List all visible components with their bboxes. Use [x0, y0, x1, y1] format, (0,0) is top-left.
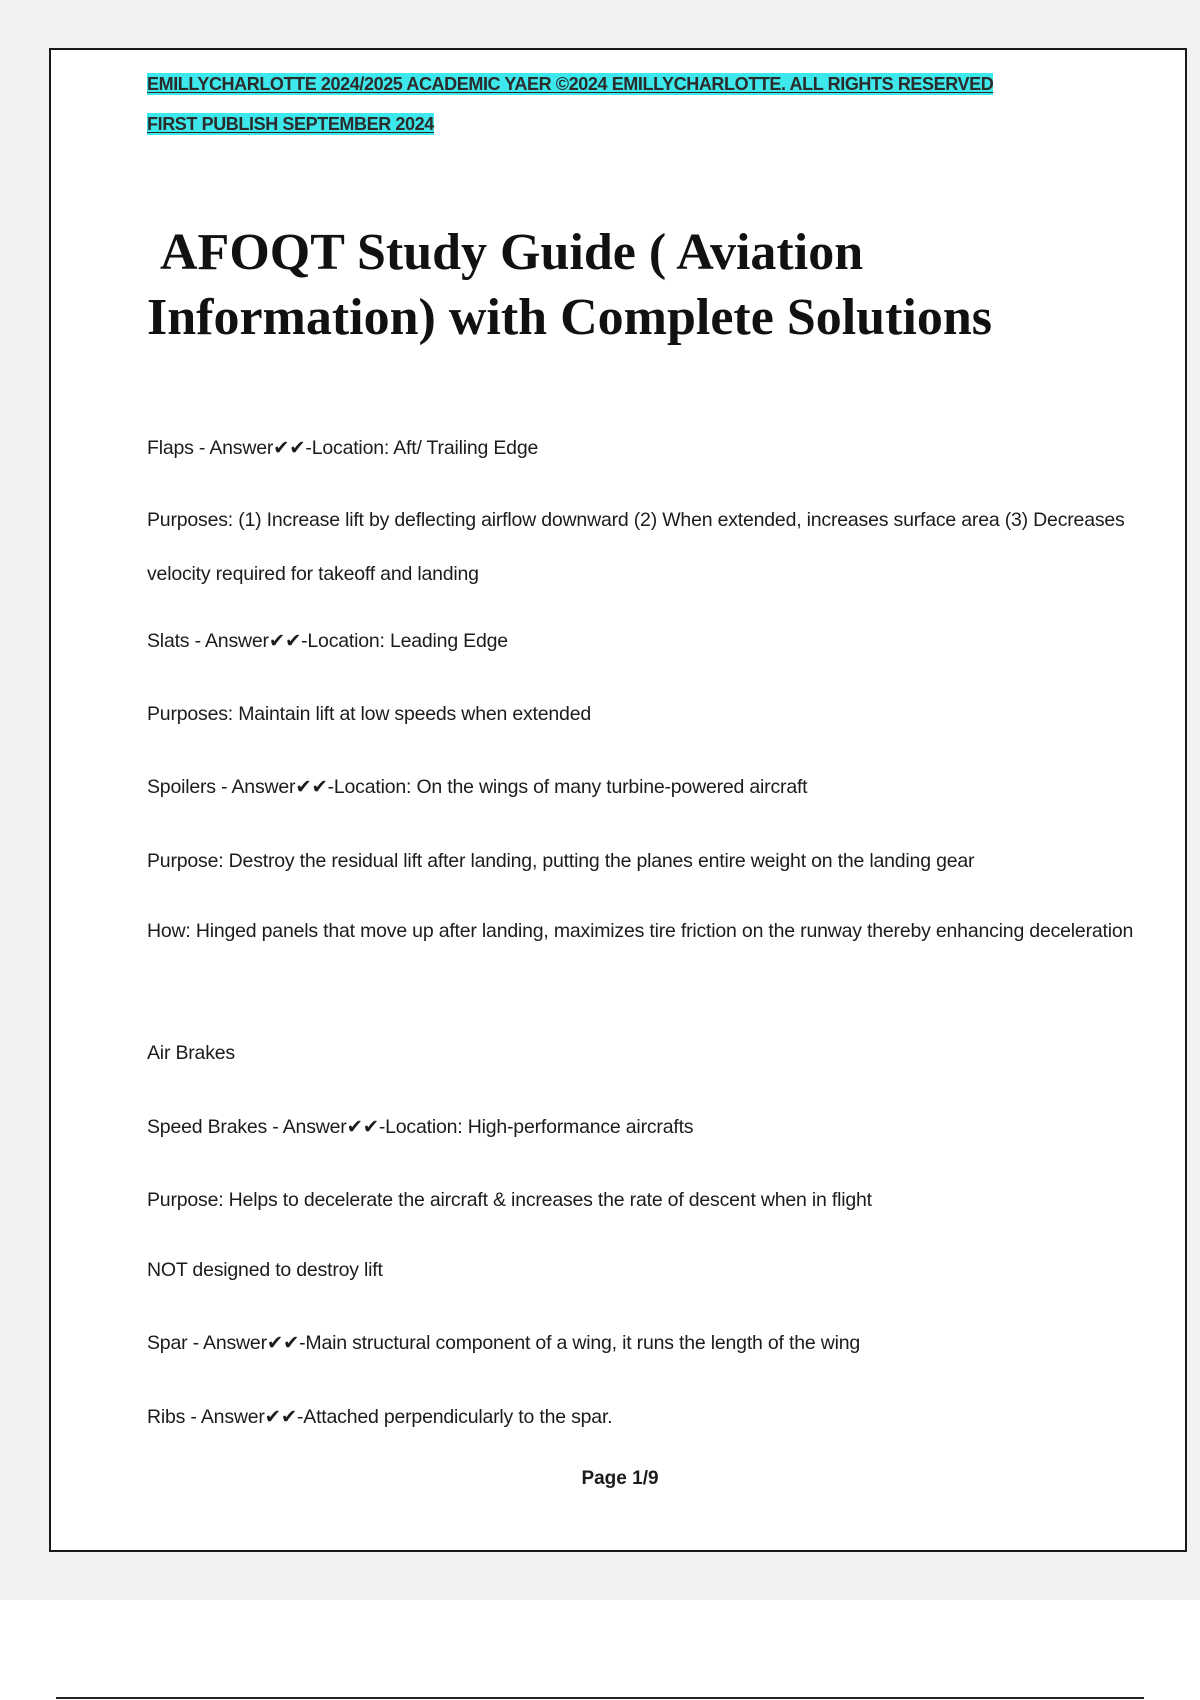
paragraph-spar: Spar - Answer✔✔-Main structural component of a wing, it runs the length of the wing	[147, 1332, 861, 1354]
paragraph-slats: Slats - Answer✔✔-Location: Leading Edge	[147, 630, 508, 652]
paragraph-not-designed: NOT designed to destroy lift	[147, 1259, 383, 1281]
publish-date-header	[147, 114, 434, 135]
paragraph-flaps: Flaps - Answer✔✔-Location: Aft/ Trailing Edge	[147, 437, 539, 459]
paragraph-spoilers-purpose: Purpose: Destroy the residual lift after landing, putting the planes entire weight on the landing gear	[147, 850, 975, 872]
paragraph-speed-brakes: Speed Brakes - Answer✔✔-Location: High-performance aircrafts	[147, 1116, 694, 1138]
document-page	[49, 48, 1187, 1552]
paragraph-spoilers: Spoilers - Answer✔✔-Location: On the wings of many turbine-powered aircraft	[147, 776, 808, 798]
document-title: AFOQT Study Guide ( Aviation Information) with Complete Solutions	[147, 224, 993, 346]
copyright-header-text: EMILLYCHARLOTTE 2024/2025 ACADEMIC YAER ©2024 EMILLYCHARLOTTE. ALL RIGHTS RESERVED	[147, 74, 994, 94]
paragraph-slats-purposes: Purposes: Maintain lift at low speeds when extended	[147, 703, 591, 725]
paragraph-flaps-purposes: Purposes: (1) Increase lift by deflecting airflow downward (2) When extended, increases surface area (3) Decreases velocity required for takeoff and landing	[147, 509, 1125, 585]
copyright-header	[147, 74, 993, 95]
paragraph-air-brakes: Air Brakes	[147, 1042, 235, 1064]
page-number: Page 1/9	[581, 1468, 659, 1489]
paragraph-spoilers-how: How: Hinged panels that move up after landing, maximizes tire friction on the runway thereby enhancing deceleration	[147, 920, 1134, 942]
next-page-top-rule	[56, 1697, 1144, 1699]
publish-date-text: FIRST PUBLISH SEPTEMBER 2024	[147, 114, 434, 134]
paragraph-speed-brakes-purpose: Purpose: Helps to decelerate the aircraft & increases the rate of descent when in flight	[147, 1189, 872, 1211]
paragraph-ribs: Ribs - Answer✔✔-Attached perpendicularly to the spar.	[147, 1406, 613, 1428]
